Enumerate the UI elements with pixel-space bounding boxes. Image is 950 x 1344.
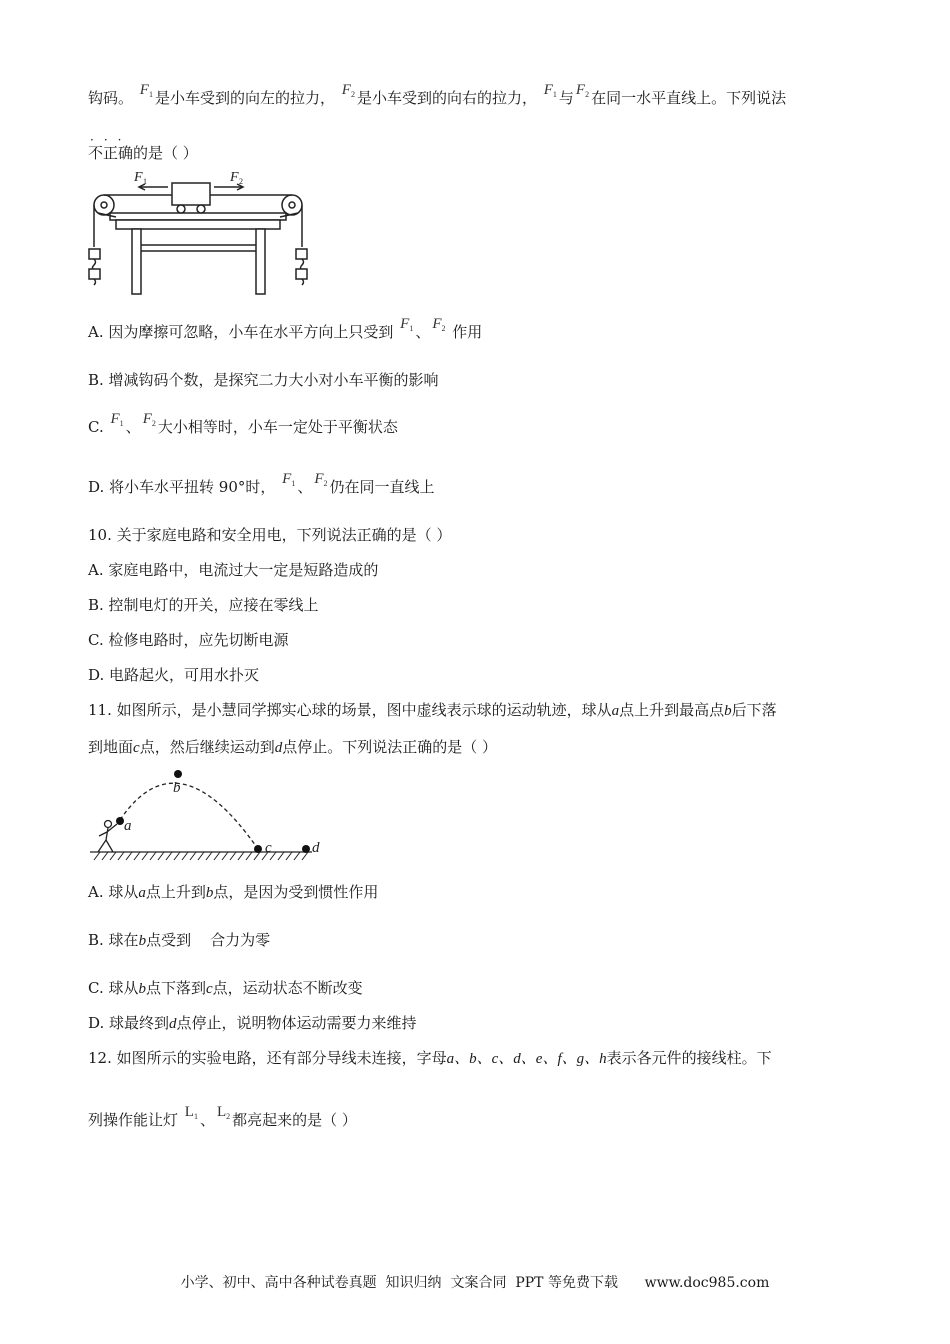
q9-f2-desc: 是小车受到的向右的拉力， [356,89,537,107]
q9-line-1 [88,82,787,114]
label-c: c [265,840,272,856]
q9-line-2 [88,133,198,163]
q11-option-c: C. 球从b点下落到c点，运动状态不断改变 [88,979,363,997]
svg-text:1: 1 [143,177,147,186]
var-f1: $F_1$ [543,82,557,99]
q11-option-b: B. 球在b点受到 合力为零 [88,931,271,949]
var-f2: $F_2$ [575,82,590,99]
q11-stem-2: 到地面c点，然后继续运动到d点停止。下列说法正确的是（ ） [88,738,497,756]
q10-option-d: D. 电路起火，可用水扑灭 [88,666,260,684]
q10-option-b: B. 控制电灯的开关，应接在零线上 [88,596,319,614]
q9-option-c: C. $F_1$ 、 $F_2$ 大小相等时，小车一定处于平衡状态 [88,411,398,436]
var-f2: $F_2$ [341,82,355,99]
q10-option-a: A. 家庭电路中，电流过大一定是短路造成的 [88,561,379,579]
q12-stem-1: 12. 如图所示的实验电路，还有部分导线未连接，字母a、b、c、d、e、f、g、h表示各元件的接线柱。下 [88,1049,772,1067]
q10-stem: 10. 关于家庭电路和安全用电，下列说法正确的是（ ） [88,526,452,544]
label-d: d [312,840,320,856]
var-f1: $F_1$ [139,82,153,99]
q10-option-c: C. 检修电路时，应先切断电源 [88,631,289,649]
q9-and: 与 [558,89,574,107]
q9-option-d: D. 将小车水平扭转 90°时， $F_1$ 、 $F_2$ 仍在同一直线上 [88,471,435,496]
q9-option-a: A. 因为摩擦可忽略，小车在水平方向上只受到 $F_1$ 、 $F_2$ 作用 [88,316,483,341]
ball-a [116,817,124,825]
svg-text:2: 2 [239,177,243,186]
ball-c [254,845,262,853]
fig-label-f2: F [230,170,239,185]
q9-figure [88,165,308,300]
q9-emph-tail: 的是（ ） [133,144,198,162]
q9-f1-desc: 是小车受到的向左的拉力， [154,89,335,107]
ball-b [174,770,182,778]
q12-stem-2: 列操作能让灯 $L_1$ 、 $L_2$ 都亮起来的是（ ） [88,1104,357,1129]
q9-option-b: B. 增减钩码个数，是探究二力大小对小车平衡的影响 [88,371,439,389]
q9-emphasis: ··· 不正确 [88,133,134,162]
fig-label-f1: F [134,170,143,185]
label-a: a [124,818,132,834]
label-b: b [173,780,181,796]
q9-intro: 钩码。 [88,89,134,107]
q11-stem-1: 11. 如图所示，是小慧同学掷实心球的场景，图中虚线表示球的运动轨迹，球从a点上升到最高点b后下落 [88,701,777,719]
q11-option-d: D. 球最终到d点停止，说明物体运动需要力来维持 [88,1014,417,1032]
ball-d [302,845,310,853]
q11-figure [86,762,326,867]
q9-same-line: 在同一水平直线上。下列说法 [591,89,787,107]
page-footer: 小学、初中、高中各种试卷真题 知识归纳 文案合同 PPT 等免费下载 www.doc985.com [180,1275,770,1291]
q11-option-a: A. 球从a点上升到b点，是因为受到惯性作用 [88,883,379,901]
